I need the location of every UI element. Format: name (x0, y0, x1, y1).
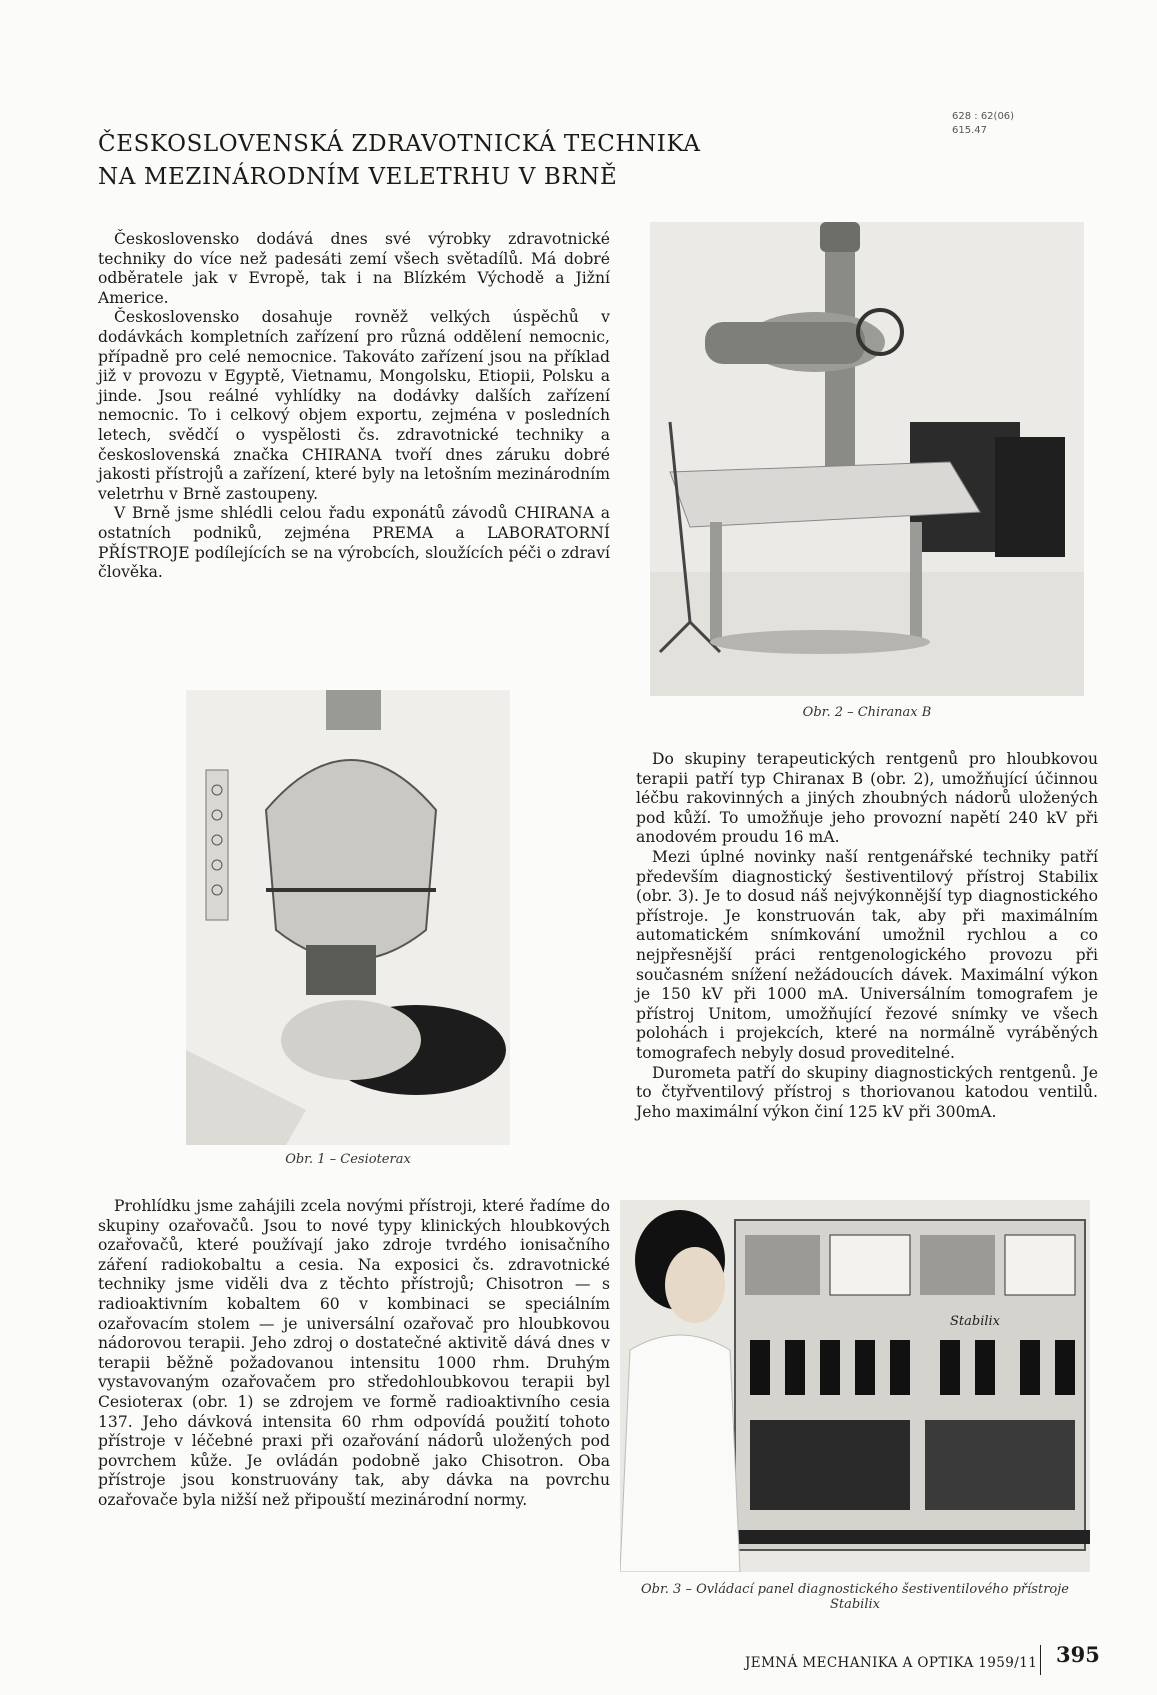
article-title (98, 128, 738, 194)
paragraph: Durometa patří do skupiny diagnostických rentgenů. Je to čtyřventilový přístroj s thoriovanou katodou ventilů. Jeho maximální výkon činí 125 kV při 300mA. (636, 1063, 1098, 1121)
figure-stabilix-panel (620, 1200, 1090, 1572)
title-line-1: ČESKOSLOVENSKÁ ZDRAVOTNICKÁ TECHNIKA (98, 131, 701, 157)
udc-line-1: 628 : 62(06) (952, 111, 1015, 122)
column-right (636, 750, 1098, 1122)
title-line-2: NA MEZINÁRODNÍM VELETRHU V BRNĚ (98, 164, 618, 190)
paragraph: V Brně jsme shlédli celou řadu exponátů závodů CHIRANA a ostatních podniků, zejména PREMA a LABORATORNÍ PŘÍSTROJE podílejících se na výrobcích, sloužících péči o zdraví člověka. (98, 504, 610, 582)
journal-footer: JEMNÁ MECHANIKA A OPTIKA 1959/11 (745, 1655, 1038, 1671)
panel-brand-label: Stabilix (950, 1314, 1001, 1329)
page-number: 395 (1056, 1642, 1100, 1667)
cesioterax-illustration (186, 690, 510, 1145)
paragraph: Československo dodává dnes své výrobky zdravotnické techniky do více než padesáti zemí všech světadílů. Má dobré odběratele jak v Evropě, tak i na Blízkém Východě a Jižní Americe. (98, 230, 610, 307)
footer-separator (1040, 1645, 1041, 1675)
caption-fig-2: Obr. 2 – Chiranax B (802, 705, 932, 720)
paragraph: Mezi úplné novinky naší rentgenářské techniky patří především diagnostický šestiventilový přístroj Stabilix (obr. 3). Je to dosud náš nejvýkonnější typ diagnostického přístroje. Je konstruován tak, aby při maximálním automatickém snímkování umožnil rychlou a co nejpřesnější práci rentgenologického provozu při současném snížení nežádoucích dávek. Maximální výkon je 150 kV při 1000 mA. Universálním tomografem je přístroj Unitom, umožňující řezové snímky ve všech polohách i projekcích, které na normálně vyráběných tomografech nebyly dosud proveditelné. (636, 847, 1098, 1062)
figure-chiranax-b (650, 222, 1084, 696)
udc-line-2: 615.47 (952, 125, 987, 136)
stabilix-illustration (620, 1200, 1090, 1572)
caption-fig-3: Obr. 3 – Ovládací panel diagnostického šestiventilového přístroje Stabilix (641, 1582, 1069, 1612)
figure-cesioterax (186, 690, 510, 1145)
paragraph: Do skupiny terapeutických rentgenů pro hloubkovou terapii patří typ Chiranax B (obr. 2), umožňující účinnou léčbu rakovinných a jiných zhoubných nádorů uložených pod kůží. To umožňuje jeho provozní napětí 240 kV při anodovém proudu 16 mA. (636, 750, 1098, 847)
paragraph: Prohlídku jsme zahájili zcela novými přístroji, které řadíme do skupiny ozařovačů. Jsou to nové typy klinických hloubkových ozařovačů, které používají jako zdroje tvrdého ionisačního záření radiokobaltu a cesia. Na exposici čs. zdravotnické techniky jsme viděli dva z těchto přístrojů; Chisotron — s radioaktivním kobaltem 60 v kombinaci se speciálním ozařovacím stolem — je universální ozařovač pro hloubkovou nádorovou terapii. Jeho zdroj o dostatečné aktivitě dává dnes v terapii běžně požadovanou intensitu 1000 rhm. Druhým vystavovaným ozařovačem pro středohloubkovou terapii byl Cesioterax (obr. 1) se zdrojem ve formě radioaktivního cesia 137. Jeho dávková intensita 60 rhm odpovídá použití tohoto přístroje v léčebné praxi při ozařování nádorů uložených pod povrchem kůže. Je ovládán podobně jako Chisotron. Oba přístroje jsou konstruovány tak, aby dávka na povrchu ozařovače byla nižší než připouští mezinárodní normy. (98, 1197, 610, 1509)
column-left-bottom (98, 1197, 610, 1511)
caption-fig-1: Obr. 1 – Cesioterax (285, 1152, 411, 1167)
column-left-top (98, 230, 610, 583)
paragraph: Československo dosahuje rovněž velkých úspěchů v dodávkách kompletních zařízení pro různá oddělení nemocnic, případně pro celé nemocnice. Takováto zařízení jsou na příklad již v provozu v Egyptě, Vietnamu, Mongolsku, Etiopii, Polsku a jinde. Jsou reálné vyhlídky na dodávky dalších zařízení nemocnic. To i celkový objem exportu, zejména v posledních letech, svědčí o vyspělosti čs. zdravotnické techniky a československá značka CHIRANA tvoří dnes záruku dobré jakosti přístrojů a zařízení, které byly na letošním mezinárodním veletrhu v Brně zastoupeny. (98, 308, 610, 503)
udc-code (952, 110, 1014, 138)
chiranax-illustration (650, 222, 1084, 696)
